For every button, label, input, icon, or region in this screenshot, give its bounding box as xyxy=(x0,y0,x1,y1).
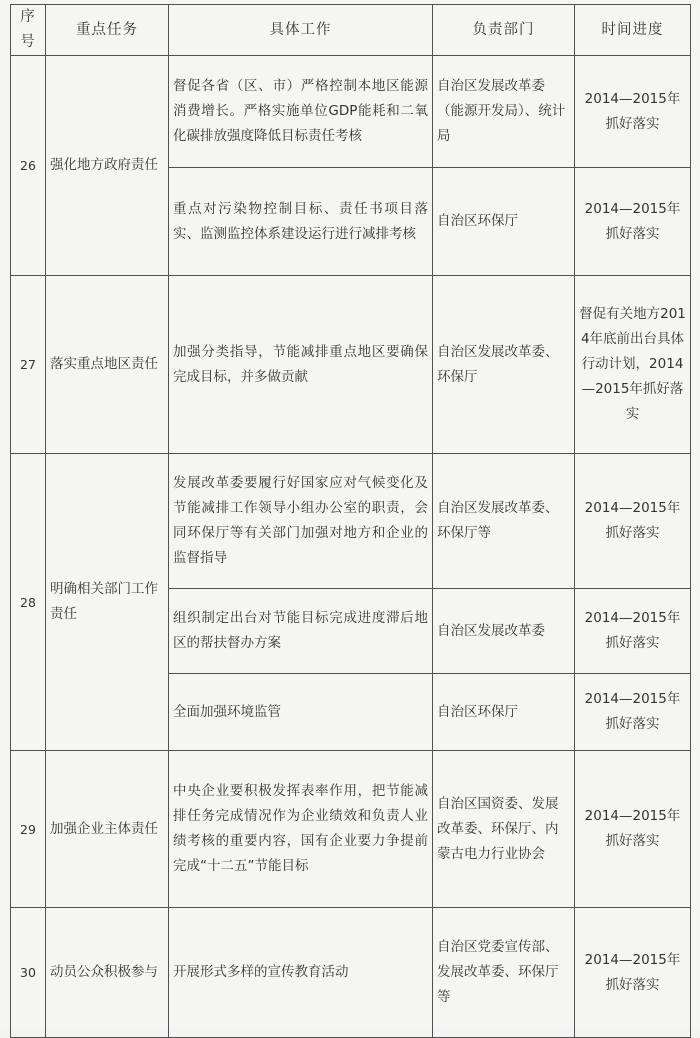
responsible-dept: 自治区发展改革委 xyxy=(433,589,575,674)
work-item: 全面加强环境监管 xyxy=(169,674,433,751)
header-work: 具体工作 xyxy=(169,5,433,56)
task-table xyxy=(10,4,691,1038)
row-number: 28 xyxy=(11,454,46,751)
schedule: 2014—2015年抓好落实 xyxy=(575,454,691,589)
table-row xyxy=(11,908,691,1038)
work-item: 发展改革委要履行好国家应对气候变化及节能减排工作领导小组办公室的职责，会同环保厅等有关部门加强对地方和企业的监督指导 xyxy=(169,454,433,589)
responsible-dept: 自治区国资委、发展改革委、环保厅、内蒙古电力行业协会 xyxy=(433,751,575,908)
work-item: 加强分类指导，节能减排重点地区要确保完成目标，并多做贡献 xyxy=(169,276,433,454)
row-number: 29 xyxy=(11,751,46,908)
schedule: 2014—2015年抓好落实 xyxy=(575,674,691,751)
header-time: 时间进度 xyxy=(575,5,691,56)
responsible-dept: 自治区发展改革委、环保厅 xyxy=(433,276,575,454)
responsible-dept: 自治区环保厅 xyxy=(433,674,575,751)
header-row xyxy=(11,5,691,56)
row-number: 30 xyxy=(11,908,46,1038)
responsible-dept: 自治区党委宣传部、发展改革委、环保厅等 xyxy=(433,908,575,1038)
table-row xyxy=(11,454,691,589)
work-item: 重点对污染物控制目标、责任书项目落实、监测监控体系建设运行进行减排考核 xyxy=(169,168,433,276)
schedule: 2014—2015年抓好落实 xyxy=(575,589,691,674)
schedule: 2014—2015年抓好落实 xyxy=(575,908,691,1038)
work-item: 中央企业要积极发挥表率作用，把节能减排任务完成情况作为企业绩效和负责人业绩考核的重要内容，国有企业要力争提前完成“十二五”节能目标 xyxy=(169,751,433,908)
table-row xyxy=(11,56,691,168)
key-task: 动员公众积极参与 xyxy=(46,908,169,1038)
responsible-dept: 自治区环保厅 xyxy=(433,168,575,276)
row-number: 27 xyxy=(11,276,46,454)
schedule: 2014—2015年抓好落实 xyxy=(575,168,691,276)
work-item: 组织制定出台对节能目标完成进度滞后地区的帮扶督办方案 xyxy=(169,589,433,674)
responsible-dept: 自治区发展改革委（能源开发局）、统计局 xyxy=(433,56,575,168)
schedule: 2014—2015年抓好落实 xyxy=(575,751,691,908)
table-row xyxy=(11,751,691,908)
schedule: 2014—2015年抓好落实 xyxy=(575,56,691,168)
header-task: 重点任务 xyxy=(46,5,169,56)
work-item: 开展形式多样的宣传教育活动 xyxy=(169,908,433,1038)
key-task: 强化地方政府责任 xyxy=(46,56,169,276)
responsible-dept: 自治区发展改革委、环保厅等 xyxy=(433,454,575,589)
key-task: 落实重点地区责任 xyxy=(46,276,169,454)
schedule: 督促有关地方2014年底前出台具体行动计划，2014—2015年抓好落实 xyxy=(575,276,691,454)
key-task: 加强企业主体责任 xyxy=(46,751,169,908)
table-row xyxy=(11,276,691,454)
key-task: 明确相关部门工作责任 xyxy=(46,454,169,751)
header-dept: 负责部门 xyxy=(433,5,575,56)
row-number: 26 xyxy=(11,56,46,276)
header-num: 序号 xyxy=(11,5,46,56)
work-item: 督促各省（区、市）严格控制本地区能源消费增长。严格实施单位GDP能耗和二氧化碳排放强度降低目标责任考核 xyxy=(169,56,433,168)
